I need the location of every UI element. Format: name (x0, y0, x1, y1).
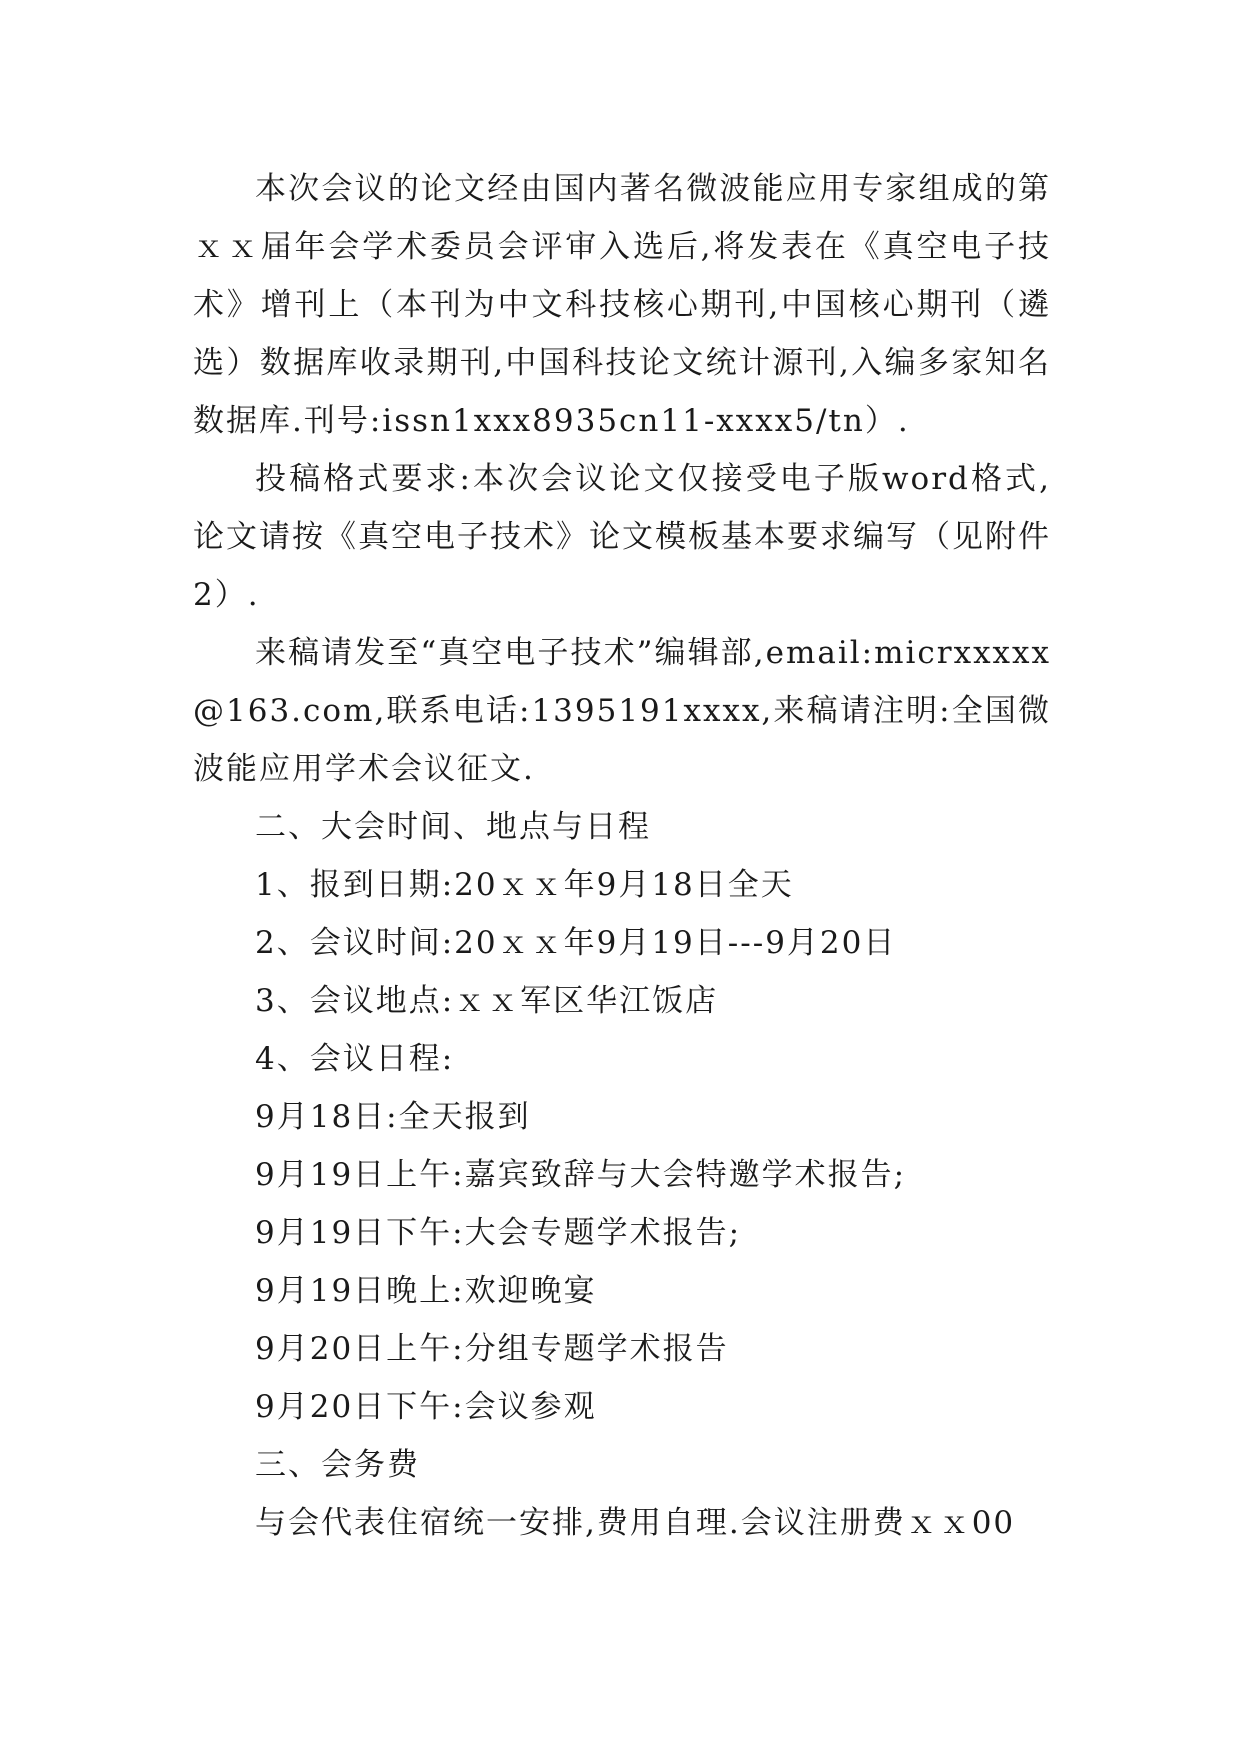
section-heading-fees: 三、会务费 (255, 1447, 420, 1483)
schedule-item: 9月20日下午:会议参观 (255, 1389, 597, 1425)
paragraph-publication: 本次会议的论文经由国内著名微波能应用专家组成的第ｘｘ届年会学术委员会评审入选后,将发表在《真空电子技术》增刊上（本刊为中文科技核心期刊,中国核心期刊（遴选）数据库收录期刊,中国科技论文统计源刊,入编多家知名数据库.刊号:issn1xxx8935cn11-xxxx5/tn）. (193, 171, 1051, 439)
schedule-item: 9月19日上午:嘉宾致辞与大会特邀学术报告; (255, 1157, 907, 1193)
paragraph-fees: 与会代表住宿统一安排,费用自理.会议注册费ｘｘ00 (255, 1505, 1016, 1541)
schedule-item: 9月18日:全天报到 (255, 1099, 531, 1135)
schedule-item: 9月19日下午:大会专题学术报告; (255, 1215, 742, 1251)
paragraph-submission-contact: 来稿请发至“真空电子技术”编辑部,email:micrxxxxx@163.com,联系电话:1395191xxxx,来稿请注明:全国微波能应用学术会议征文. (193, 635, 1051, 787)
list-item: 3、会议地点:ｘｘ军区华江饭店 (255, 983, 719, 1019)
list-item: 1、报到日期:20ｘｘ年9月18日全天 (255, 867, 794, 903)
document-body (193, 160, 1051, 1552)
paragraph-format-requirements: 投稿格式要求:本次会议论文仅接受电子版word格式,论文请按《真空电子技术》论文模板基本要求编写（见附件2）. (193, 461, 1051, 613)
schedule-item: 9月20日上午:分组专题学术报告 (255, 1331, 729, 1367)
list-item: 2、会议时间:20ｘｘ年9月19日---9月20日 (255, 925, 897, 961)
schedule-item: 9月19日晚上:欢迎晚宴 (255, 1273, 597, 1309)
section-heading-schedule: 二、大会时间、地点与日程 (255, 809, 651, 845)
list-item: 4、会议日程: (255, 1041, 455, 1077)
